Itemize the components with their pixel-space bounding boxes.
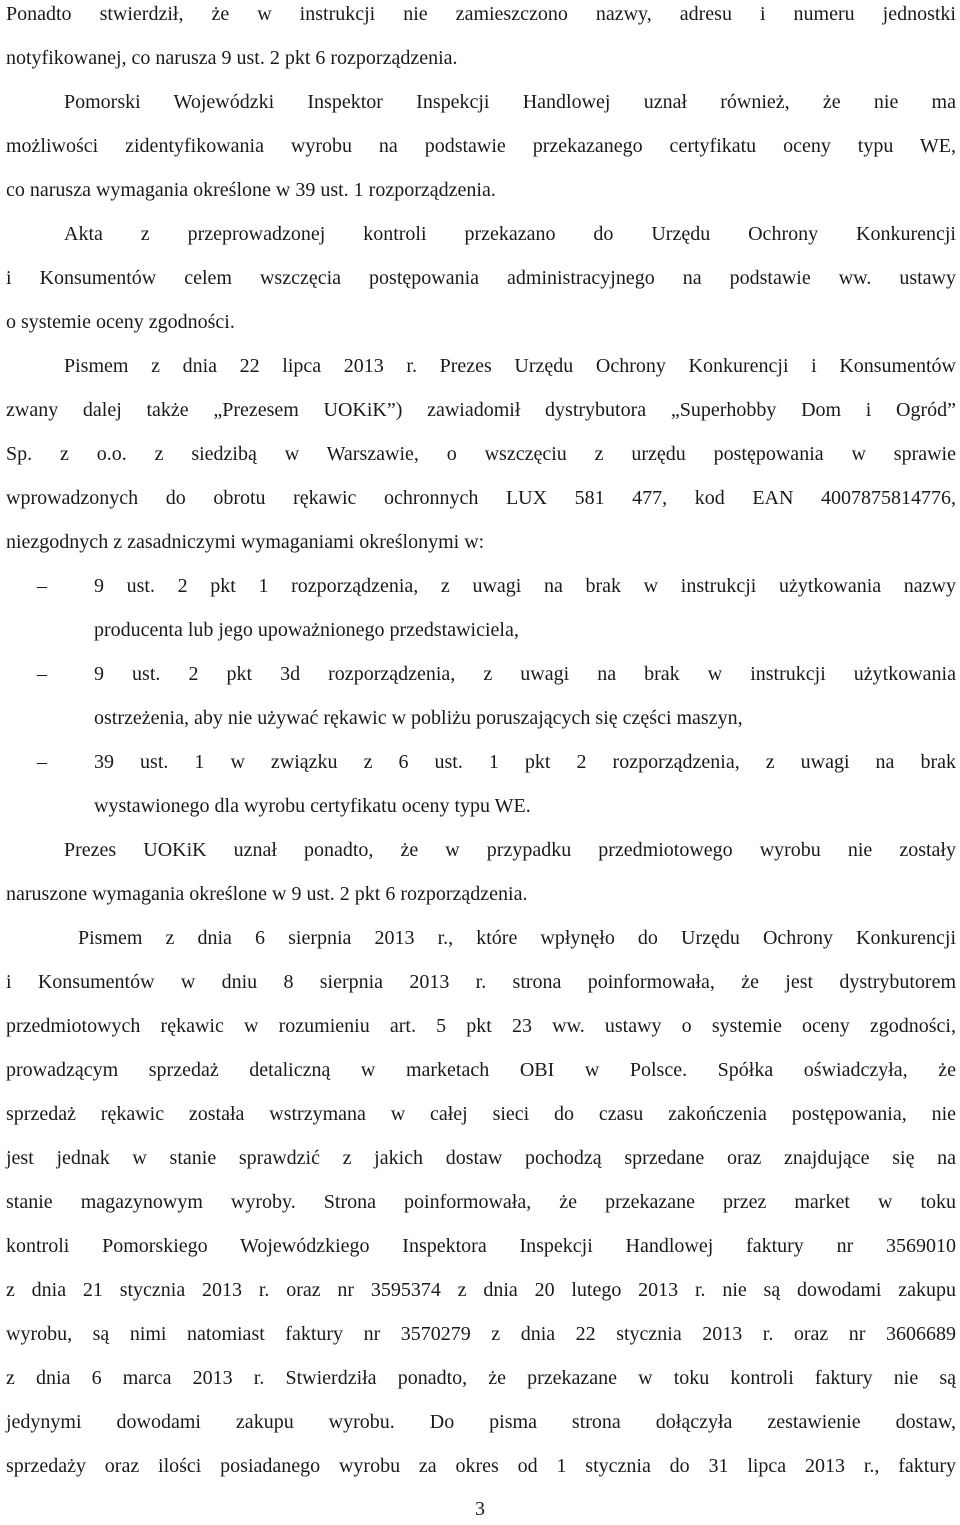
list-item-continuation: wystawionego dla wyrobu certyfikatu oceny typu WE.	[94, 795, 531, 817]
text-line: sprzedaż rękawic została wstrzymana w całej sieci do czasu zakończenia postępowania, nie	[6, 1103, 956, 1125]
text-line: prowadzącym sprzedaż detaliczną w marketach OBI w Polsce. Spółka oświadczyła, że	[6, 1059, 956, 1081]
list-item-text: 39 ust. 1 w związku z 6 ust. 1 pkt 2 rozporządzenia, z uwagi na brak	[94, 751, 956, 773]
page-number: 3	[475, 1498, 485, 1520]
text-line: Sp. z o.o. z siedzibą w Warszawie, o wszczęciu z urzędu postępowania w sprawie	[6, 443, 956, 465]
bullet-dash: –	[37, 751, 47, 773]
text-line: jest jednak w stanie sprawdzić z jakich dostaw pochodzą sprzedane oraz znajdujące się na	[6, 1147, 956, 1169]
text-line: jedynymi dowodami zakupu wyrobu. Do pisma strona dołączyła zestawienie dostaw,	[6, 1411, 956, 1433]
text-line: zwany dalej także „Prezesem UOKiK”) zawiadomił dystrybutora „Superhobby Dom i Ogród”	[6, 399, 956, 421]
bullet-dash: –	[37, 663, 47, 685]
document-body	[6, 0, 956, 1488]
text-line: wprowadzonych do obrotu rękawic ochronnych LUX 581 477, kod EAN 4007875814776,	[6, 487, 956, 509]
text-line: i Konsumentów celem wszczęcia postępowania administracyjnego na podstawie ww. ustawy	[6, 267, 956, 289]
text-line: notyfikowanej, co narusza 9 ust. 2 pkt 6 rozporządzenia.	[6, 47, 458, 69]
text-line: Prezes UOKiK uznał ponadto, że w przypadku przedmiotowego wyrobu nie zostały	[64, 839, 956, 861]
list-item-text: 9 ust. 2 pkt 3d rozporządzenia, z uwagi na brak w instrukcji użytkowania	[94, 663, 956, 685]
text-line: Akta z przeprowadzonej kontroli przekazano do Urzędu Ochrony Konkurencji	[64, 223, 956, 245]
text-line: możliwości zidentyfikowania wyrobu na podstawie przekazanego certyfikatu oceny typu WE,	[6, 135, 956, 157]
text-line: z dnia 6 marca 2013 r. Stwierdziła ponadto, że przekazane w toku kontroli faktury nie są	[6, 1367, 956, 1389]
list-item-continuation: producenta lub jego upoważnionego przedstawiciela,	[94, 619, 519, 641]
text-line: kontroli Pomorskiego Wojewódzkiego Inspektora Inspekcji Handlowej faktury nr 3569010	[6, 1235, 956, 1257]
text-line: wyrobu, są nimi natomiast faktury nr 3570279 z dnia 22 stycznia 2013 r. oraz nr 3606689	[6, 1323, 956, 1345]
list-item-continuation: ostrzeżenia, aby nie używać rękawic w pobliżu poruszających się części maszyn,	[94, 707, 743, 729]
text-line: Pomorski Wojewódzki Inspektor Inspekcji Handlowej uznał również, że nie ma	[64, 91, 956, 113]
text-line: Ponadto stwierdził, że w instrukcji nie zamieszczono nazwy, adresu i numeru jednostki	[6, 3, 956, 25]
text-line: Pismem z dnia 6 sierpnia 2013 r., które wpłynęło do Urzędu Ochrony Konkurencji	[78, 927, 956, 949]
text-line: niezgodnych z zasadniczymi wymaganiami określonymi w:	[6, 531, 485, 553]
list-item-text: 9 ust. 2 pkt 1 rozporządzenia, z uwagi na brak w instrukcji użytkowania nazwy	[94, 575, 956, 597]
text-line: Pismem z dnia 22 lipca 2013 r. Prezes Urzędu Ochrony Konkurencji i Konsumentów	[64, 355, 956, 377]
text-line: przedmiotowych rękawic w rozumieniu art. 5 pkt 23 ww. ustawy o systemie oceny zgodności,	[6, 1015, 956, 1037]
text-line: naruszone wymagania określone w 9 ust. 2 pkt 6 rozporządzenia.	[6, 883, 528, 905]
list-item	[6, 740, 956, 784]
list-item	[6, 652, 956, 696]
text-line: o systemie oceny zgodności.	[6, 311, 235, 333]
text-line: z dnia 21 stycznia 2013 r. oraz nr 3595374 z dnia 20 lutego 2013 r. nie są dowodami zakupu	[6, 1279, 956, 1301]
bullet-dash: –	[37, 575, 47, 597]
text-line: co narusza wymagania określone w 39 ust. 1 rozporządzenia.	[6, 179, 496, 201]
text-line: sprzedaży oraz ilości posiadanego wyrobu za okres od 1 stycznia do 31 lipca 2013 r., faktury	[6, 1455, 956, 1477]
list-item	[6, 564, 956, 608]
text-line: i Konsumentów w dniu 8 sierpnia 2013 r. strona poinformowała, że jest dystrybutorem	[6, 971, 956, 993]
text-line: stanie magazynowym wyroby. Strona poinformowała, że przekazane przez market w toku	[6, 1191, 956, 1213]
